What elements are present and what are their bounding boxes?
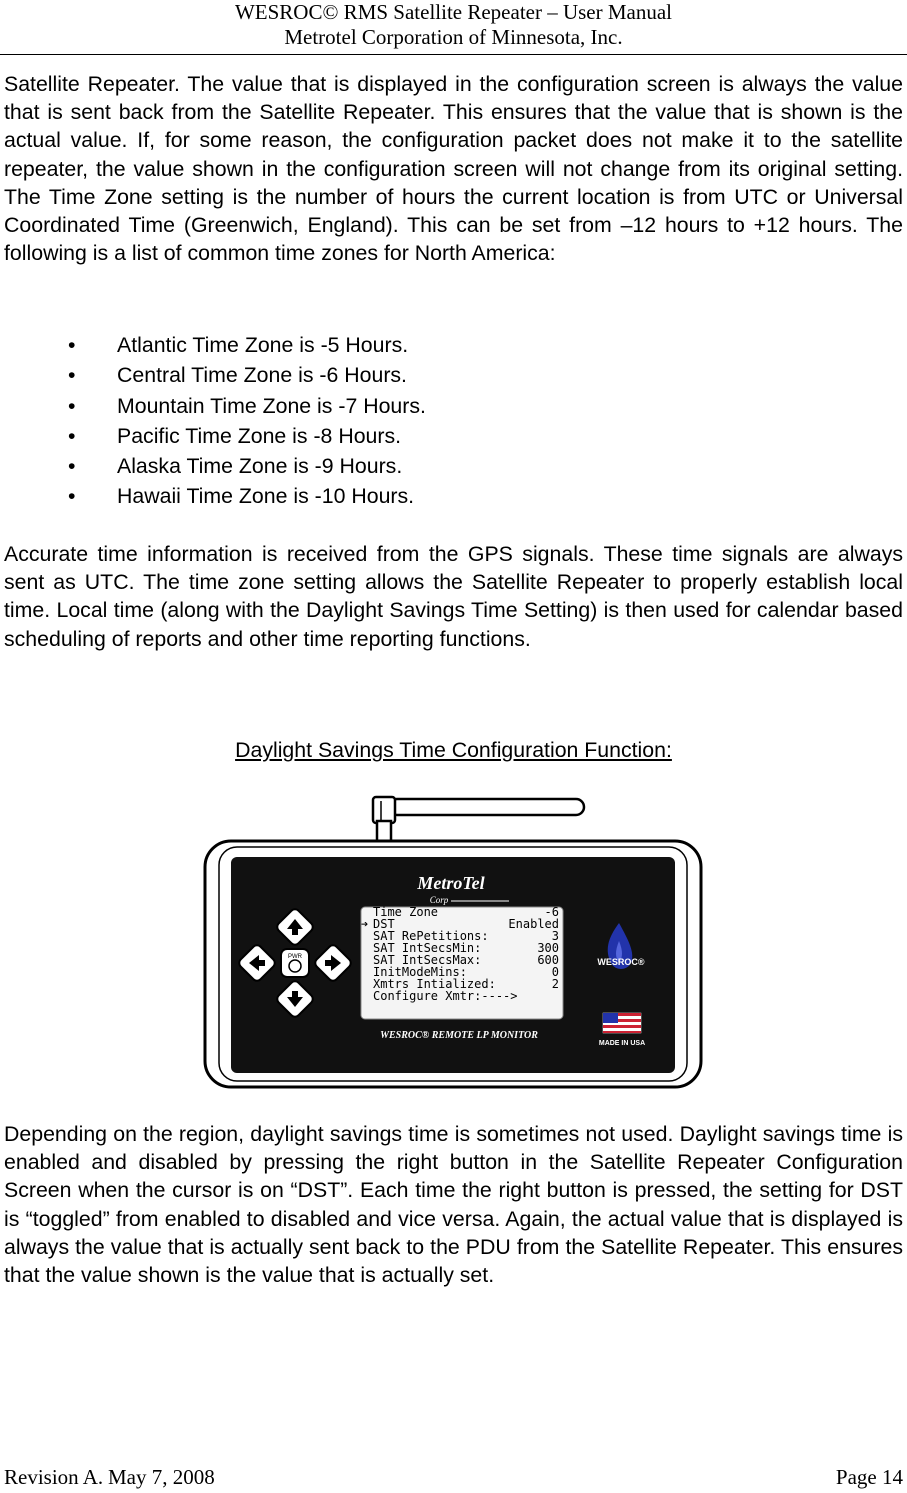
made-in-usa-label: MADE IN USA: [598, 1040, 646, 1047]
paragraph-dst: Depending on the region, daylight savings time is sometimes not used. Daylight savings time is enabled and disabled by pressing the right button in the Satellite Repeater Configuration Screen when the cursor is on “DST”. Each time the right button is pressed, the setting for DST is “toggled” from enabled to disabled and vice versa. Again, the actual value that is displayed is always the value that is actually sent back to the PDU from the Satellite Repeater. This ensures that the value shown is the value that is actually set.: [4, 1122, 903, 1288]
list-item: • Hawaii Time Zone is -10 Hours.: [60, 481, 426, 511]
screen-row-value: 2: [551, 977, 559, 991]
svg-text:PWR: PWR: [288, 954, 302, 960]
bullet-icon: •: [68, 363, 76, 388]
header-rule: [0, 54, 907, 55]
screen-row-value: -6: [544, 905, 559, 919]
bullet-icon: •: [68, 484, 76, 509]
footer-date: May 7, 2008: [108, 1465, 215, 1489]
screen-row-value: 0: [551, 965, 559, 979]
list-item: • Alaska Time Zone is -9 Hours.: [60, 451, 426, 481]
footer-revision: Revision A.: [4, 1465, 104, 1489]
bullet-icon: •: [68, 423, 76, 448]
list-item: • Atlantic Time Zone is -5 Hours.: [60, 330, 426, 360]
list-item: • Pacific Time Zone is -8 Hours.: [60, 421, 426, 451]
screen-row-label: Time Zone: [373, 905, 439, 919]
time-zone-list: [60, 330, 426, 512]
cursor-icon: ➔: [361, 917, 369, 931]
svg-text:Corp: Corp: [429, 895, 449, 905]
screen-row-label: DST: [373, 917, 395, 931]
page-header: [0, 0, 907, 50]
svg-text:MetroTel: MetroTel: [417, 873, 485, 893]
screen-row-value: 3: [551, 929, 559, 943]
header-company: Metrotel Corporation of Minnesota, Inc.: [284, 25, 623, 49]
paragraph-gps-time: Accurate time information is received from the GPS signals. These time signals are always sent as UTC. The time zone setting allows the Satellite Repeater to properly establish local time. Local time (along with the Daylight Savings Time Setting) is then used for calendar based scheduling of reports and other time reporting functions.: [4, 542, 903, 651]
section-title-dst: Daylight Savings Time Configuration Function:: [235, 738, 672, 762]
bullet-icon: •: [68, 333, 76, 357]
us-flag-icon: [603, 1013, 641, 1033]
screen-row-label: SAT IntSecsMax:: [373, 953, 482, 967]
device-illustration: [203, 795, 703, 1090]
screen-row-value: Enabled: [508, 917, 559, 931]
screen-row-label: SAT IntSecsMin:: [373, 941, 482, 955]
wesroc-brand-label: WESROC®: [597, 957, 645, 967]
header-title: WESROC© RMS Satellite Repeater – User Manual: [234, 0, 673, 24]
bullet-icon: •: [68, 393, 76, 418]
screen-row-label: SAT RePetitions:: [373, 929, 489, 943]
screen-row-label: InitModeMins:: [373, 965, 467, 979]
paragraph-time-zone: Satellite Repeater. The value that is displayed in the configuration screen is always the value that is sent back from the Satellite Repeater. This ensures that the value that is shown is the actual value. If, for some reason, the configuration packet does not make it to the satellite repeater, the value shown in the configuration screen will not change from its original setting. The Time Zone setting is the number of hours the current location is from UTC or Universal Coordinated Time (Greenwich, England). This can be set from –12 hours to +12 hours. The following is a list of common time zones for North America:: [4, 72, 903, 266]
power-button[interactable]: [281, 949, 309, 977]
screen-row-label: Xmtrs Intialized:: [373, 977, 496, 991]
screen-row-label: Configure Xmtr:---->: [373, 989, 518, 1003]
antenna-icon: [373, 797, 584, 843]
list-item: • Mountain Time Zone is -7 Hours.: [60, 391, 426, 421]
device-model-label: WESROC® REMOTE LP MONITOR: [380, 1030, 538, 1041]
bullet-icon: •: [68, 454, 76, 479]
footer-page-number: Page 14: [835, 1465, 903, 1489]
screen-row-value: 300: [537, 941, 559, 955]
screen-row-value: 600: [537, 953, 559, 967]
list-item: • Central Time Zone is -6 Hours.: [60, 360, 426, 390]
